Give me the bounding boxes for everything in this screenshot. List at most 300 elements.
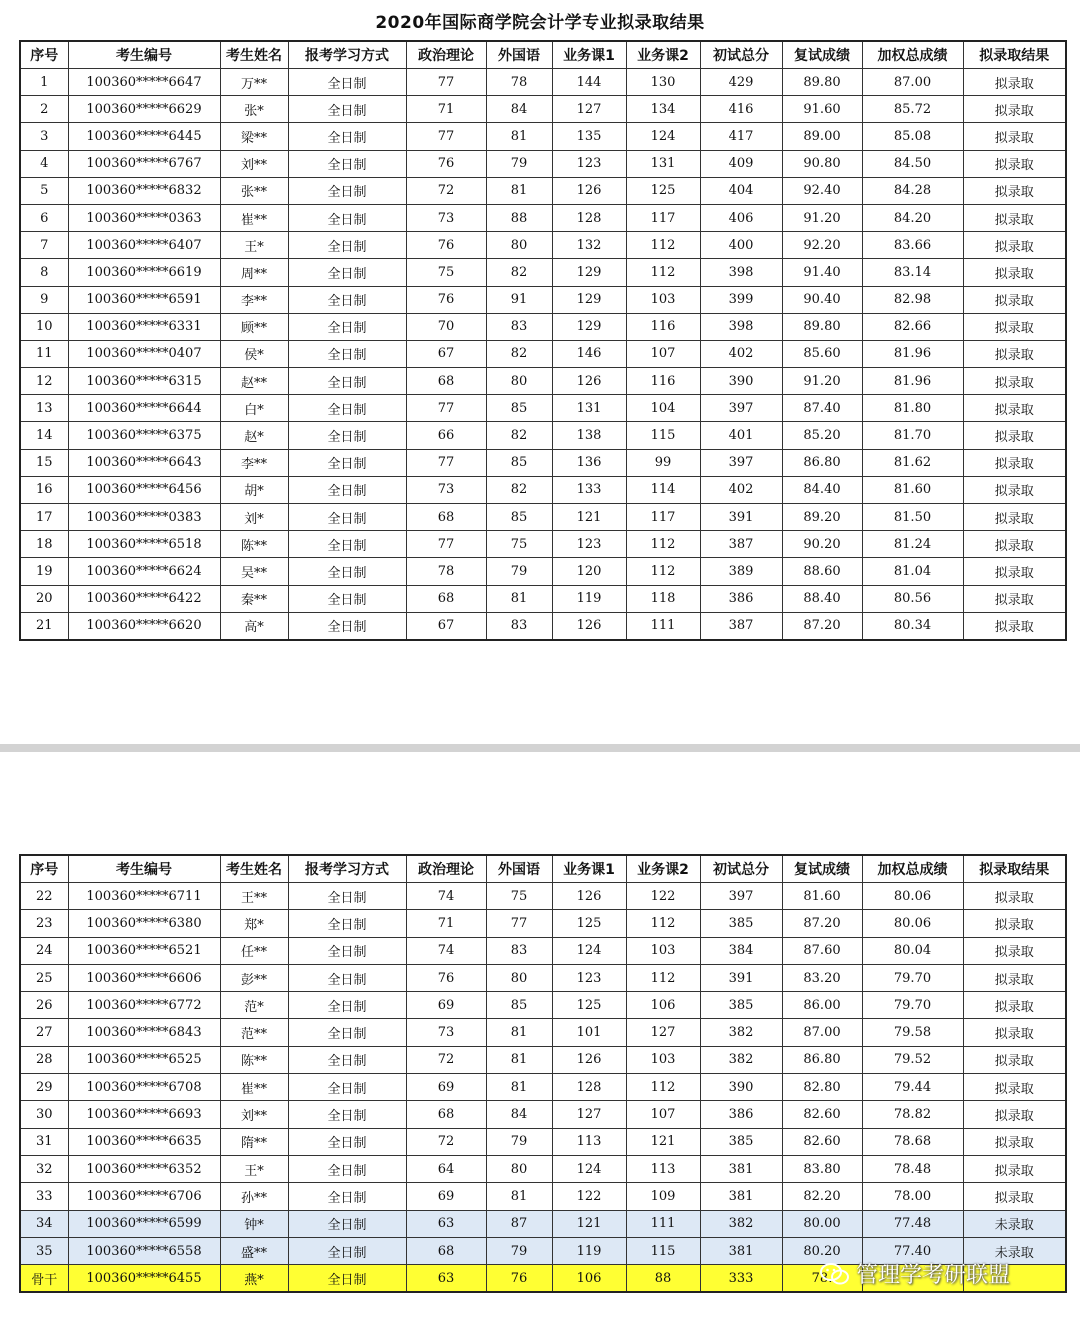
table-cell: 100360*****6708: [68, 1074, 220, 1101]
table-row: [20, 286, 1066, 313]
table-cell: 81.04: [862, 558, 963, 585]
table-cell: 未录取: [963, 1210, 1066, 1237]
table-cell: 5: [20, 177, 68, 204]
table-cell: 15: [20, 449, 68, 476]
table-cell: 116: [626, 313, 700, 340]
table-cell: 417: [700, 123, 782, 150]
table-cell: 全日制: [288, 612, 406, 640]
table-cell: 85: [486, 449, 552, 476]
table-cell: 400: [700, 232, 782, 259]
table-cell: 76: [406, 150, 486, 177]
table-cell: 全日制: [288, 1019, 406, 1046]
table-row: [20, 69, 1066, 96]
table-cell: 张*: [220, 96, 288, 123]
table-cell: 385: [700, 1128, 782, 1155]
column-header: 复试成绩: [782, 41, 862, 69]
column-header: 报考学习方式: [288, 855, 406, 883]
table-cell: 112: [626, 232, 700, 259]
table-cell: 100360*****0363: [68, 204, 220, 231]
table-cell: 16: [20, 476, 68, 503]
table-cell: 全日制: [288, 1183, 406, 1210]
table-cell: 397: [700, 883, 782, 910]
table-row: [20, 1265, 1066, 1293]
table-cell: 114: [626, 476, 700, 503]
table-cell: 83.20: [782, 964, 862, 991]
table-cell: 76: [406, 286, 486, 313]
table-cell: 100360*****6619: [68, 259, 220, 286]
table-cell: 126: [552, 368, 626, 395]
table-cell: 拟录取: [963, 150, 1066, 177]
table-cell: 21: [20, 612, 68, 640]
table-cell: 381: [700, 1183, 782, 1210]
table-cell: 80.04: [862, 937, 963, 964]
table-cell: 116: [626, 368, 700, 395]
table-cell: 赵*: [220, 422, 288, 449]
table-cell: 100360*****6380: [68, 910, 220, 937]
table-cell: 92.20: [782, 232, 862, 259]
table-cell: 12: [20, 368, 68, 395]
table-cell: 81: [486, 123, 552, 150]
table-cell: 100360*****6624: [68, 558, 220, 585]
table-cell: 100360*****6315: [68, 368, 220, 395]
table-cell: 121: [626, 1128, 700, 1155]
table-cell: 103: [626, 286, 700, 313]
table-cell: 100360*****6644: [68, 395, 220, 422]
table-cell: 78: [406, 558, 486, 585]
table-cell: 80.06: [862, 910, 963, 937]
table-cell: 122: [626, 883, 700, 910]
table-cell: 112: [626, 259, 700, 286]
table-cell: 381: [700, 1155, 782, 1182]
table-cell: 73: [406, 476, 486, 503]
table-cell: 拟录取: [963, 531, 1066, 558]
table-cell: 68: [406, 504, 486, 531]
table-cell: 82: [486, 259, 552, 286]
table-row: [20, 612, 1066, 640]
table-cell: 82.60: [782, 1101, 862, 1128]
table-cell: 全日制: [288, 1074, 406, 1101]
table-cell: 73: [406, 204, 486, 231]
column-header: 外国语: [486, 41, 552, 69]
table-cell: 100360*****0407: [68, 340, 220, 367]
table-row: [20, 1101, 1066, 1128]
table-cell: 64: [406, 1155, 486, 1182]
table-cell: 81.80: [862, 395, 963, 422]
table-cell: 拟录取: [963, 1046, 1066, 1073]
table-cell: 79.58: [862, 1019, 963, 1046]
table-cell: 112: [626, 964, 700, 991]
table-cell: 91.20: [782, 368, 862, 395]
table-cell: 89.20: [782, 504, 862, 531]
table-cell: 17: [20, 504, 68, 531]
table-cell: 孙**: [220, 1183, 288, 1210]
table-cell: 100360*****6352: [68, 1155, 220, 1182]
column-header: 报考学习方式: [288, 41, 406, 69]
table-cell: 397: [700, 395, 782, 422]
table-cell: 69: [406, 1074, 486, 1101]
table-cell: 71: [406, 910, 486, 937]
table-cell: 全日制: [288, 883, 406, 910]
table-cell: 68: [406, 368, 486, 395]
page-break-divider: [0, 744, 1080, 752]
table-cell: 84.20: [862, 204, 963, 231]
table-cell: 128: [552, 1074, 626, 1101]
table-cell: 100360*****6518: [68, 531, 220, 558]
table-cell: 391: [700, 964, 782, 991]
column-header: 拟录取结果: [963, 855, 1066, 883]
table-cell: 87.60: [782, 937, 862, 964]
table-cell: 王**: [220, 883, 288, 910]
table-cell: 79.70: [862, 964, 963, 991]
table-cell: 91.40: [782, 259, 862, 286]
table-cell: 88: [626, 1265, 700, 1293]
table-cell: 拟录取: [963, 883, 1066, 910]
table-cell: 70: [406, 313, 486, 340]
table-cell: 91.20: [782, 204, 862, 231]
table-cell: 76: [486, 1265, 552, 1293]
table-cell: 404: [700, 177, 782, 204]
table-cell: 82.66: [862, 313, 963, 340]
table-cell: 138: [552, 422, 626, 449]
table-cell: 全日制: [288, 286, 406, 313]
column-header: 业务课2: [626, 855, 700, 883]
table-cell: 彭**: [220, 964, 288, 991]
table-cell: 77: [406, 531, 486, 558]
table-cell: 79.70: [862, 992, 963, 1019]
table-cell: 82.98: [862, 286, 963, 313]
table-cell: 张**: [220, 177, 288, 204]
table-row: [20, 259, 1066, 286]
table-cell: 83: [486, 937, 552, 964]
table-cell: 81: [486, 585, 552, 612]
table-cell: 13: [20, 395, 68, 422]
table-cell: 3: [20, 123, 68, 150]
table-cell: 拟录取: [963, 558, 1066, 585]
table-cell: 盛**: [220, 1237, 288, 1264]
table-cell: 100360*****6606: [68, 964, 220, 991]
table-cell: 100360*****6599: [68, 1210, 220, 1237]
table-cell: 90.20: [782, 531, 862, 558]
table-cell: 拟录取: [963, 964, 1066, 991]
table-cell: 拟录取: [963, 204, 1066, 231]
table-cell: 81: [486, 1074, 552, 1101]
table-cell: 周**: [220, 259, 288, 286]
table-cell: 406: [700, 204, 782, 231]
table-cell: 63: [406, 1265, 486, 1293]
table-cell: 84.28: [862, 177, 963, 204]
table-cell: 33: [20, 1183, 68, 1210]
table-cell: 100360*****6422: [68, 585, 220, 612]
table-cell: 77: [406, 123, 486, 150]
table-cell: 100360*****6591: [68, 286, 220, 313]
table-cell: 7: [20, 232, 68, 259]
column-header: 拟录取结果: [963, 41, 1066, 69]
table-cell: 31: [20, 1128, 68, 1155]
table-cell: 80.06: [862, 883, 963, 910]
table-cell: 85.72: [862, 96, 963, 123]
table-cell: 拟录取: [963, 232, 1066, 259]
table-cell: 22: [20, 883, 68, 910]
table-cell: 382: [700, 1210, 782, 1237]
column-header: 业务课2: [626, 41, 700, 69]
table-cell: 顾**: [220, 313, 288, 340]
table-cell: 69: [406, 992, 486, 1019]
table-cell: 100360*****0383: [68, 504, 220, 531]
table-cell: 81: [486, 177, 552, 204]
table-cell: 80: [486, 1155, 552, 1182]
table-row: [20, 232, 1066, 259]
table-cell: 387: [700, 612, 782, 640]
table-cell: 398: [700, 313, 782, 340]
table-cell: 144: [552, 69, 626, 96]
table-cell: 30: [20, 1101, 68, 1128]
table-cell: 全日制: [288, 1237, 406, 1264]
table-row: [20, 476, 1066, 503]
table-cell: 397: [700, 449, 782, 476]
table-cell: 100360*****6711: [68, 883, 220, 910]
table-cell: 未录取: [963, 1237, 1066, 1264]
table-cell: 拟录取: [963, 340, 1066, 367]
table-row: [20, 1237, 1066, 1264]
table-cell: 85: [486, 504, 552, 531]
table-cell: 81.60: [782, 883, 862, 910]
table-cell: 79: [486, 558, 552, 585]
table-cell: 83.14: [862, 259, 963, 286]
table-cell: 385: [700, 910, 782, 937]
column-header: 初试总分: [700, 855, 782, 883]
table-cell: 409: [700, 150, 782, 177]
table-row: [20, 883, 1066, 910]
table-cell: 91.60: [782, 96, 862, 123]
table-cell: [862, 1265, 963, 1293]
table-cell: 79: [486, 1237, 552, 1264]
table-cell: 崔**: [220, 204, 288, 231]
table-row: [20, 964, 1066, 991]
table-cell: 20: [20, 585, 68, 612]
table-cell: 117: [626, 204, 700, 231]
table-cell: 85.08: [862, 123, 963, 150]
table-row: [20, 1128, 1066, 1155]
table-cell: 67: [406, 612, 486, 640]
table-cell: 74: [406, 937, 486, 964]
table-cell: 121: [552, 504, 626, 531]
table-cell: 129: [552, 286, 626, 313]
table-cell: 119: [552, 585, 626, 612]
table-cell: 115: [626, 1237, 700, 1264]
table-cell: 387: [700, 531, 782, 558]
table-cell: 14: [20, 422, 68, 449]
table-cell: 拟录取: [963, 313, 1066, 340]
table-cell: 81: [486, 1046, 552, 1073]
table-cell: 398: [700, 259, 782, 286]
table-cell: 125: [552, 992, 626, 1019]
table-cell: 72: [406, 1128, 486, 1155]
table-row: [20, 558, 1066, 585]
table-cell: 全日制: [288, 368, 406, 395]
table-cell: 81.70: [862, 422, 963, 449]
table-cell: 389: [700, 558, 782, 585]
table-cell: 86.80: [782, 449, 862, 476]
table-cell: 81.62: [862, 449, 963, 476]
table-cell: 83: [486, 313, 552, 340]
table-cell: 333: [700, 1265, 782, 1293]
table-cell: 129: [552, 259, 626, 286]
column-header: 政治理论: [406, 855, 486, 883]
table-cell: 拟录取: [963, 123, 1066, 150]
table-cell: 100360*****6525: [68, 1046, 220, 1073]
table-cell: 106: [552, 1265, 626, 1293]
table-cell: 73: [406, 1019, 486, 1046]
table-cell: 78.48: [862, 1155, 963, 1182]
table-cell: 范*: [220, 992, 288, 1019]
table-cell: 拟录取: [963, 992, 1066, 1019]
table-cell: 118: [626, 585, 700, 612]
table-cell: 81.60: [862, 476, 963, 503]
table-cell: 146: [552, 340, 626, 367]
table-cell: 130: [626, 69, 700, 96]
table-cell: 100360*****6445: [68, 123, 220, 150]
table-cell: 拟录取: [963, 69, 1066, 96]
table-cell: 赵**: [220, 368, 288, 395]
table-cell: 范**: [220, 1019, 288, 1046]
column-header: 外国语: [486, 855, 552, 883]
table-cell: 全日制: [288, 1210, 406, 1237]
table-cell: 全日制: [288, 558, 406, 585]
table-cell: 李**: [220, 286, 288, 313]
table-cell: 82: [486, 422, 552, 449]
table-cell: 100360*****6407: [68, 232, 220, 259]
table-cell: 侯*: [220, 340, 288, 367]
table-cell: 68: [406, 1101, 486, 1128]
table-cell: 83.80: [782, 1155, 862, 1182]
table-cell: 127: [552, 1101, 626, 1128]
results-table-part-1: [19, 40, 1067, 641]
table-cell: 88.60: [782, 558, 862, 585]
table-cell: 全日制: [288, 1265, 406, 1293]
table-cell: 王*: [220, 232, 288, 259]
table-cell: 拟录取: [963, 476, 1066, 503]
table-cell: 86.00: [782, 992, 862, 1019]
table-cell: 84.50: [862, 150, 963, 177]
table-cell: 67: [406, 340, 486, 367]
table-cell: 100360*****6521: [68, 937, 220, 964]
table-cell: 拟录取: [963, 1128, 1066, 1155]
table-cell: 100360*****6455: [68, 1265, 220, 1293]
table-cell: 125: [552, 910, 626, 937]
table-cell: 77: [486, 910, 552, 937]
table-cell: 19: [20, 558, 68, 585]
table-cell: 78.00: [862, 1183, 963, 1210]
table-cell: 钟*: [220, 1210, 288, 1237]
column-header: 考生编号: [68, 41, 220, 69]
table-cell: 77.40: [862, 1237, 963, 1264]
table-cell: 燕*: [220, 1265, 288, 1293]
table-cell: 100360*****6767: [68, 150, 220, 177]
table-row: [20, 177, 1066, 204]
table-cell: 100360*****6558: [68, 1237, 220, 1264]
table-cell: 全日制: [288, 504, 406, 531]
table-cell: 拟录取: [963, 585, 1066, 612]
table-cell: 全日制: [288, 340, 406, 367]
table-cell: 高*: [220, 612, 288, 640]
table-cell: 刘**: [220, 1101, 288, 1128]
table-cell: 111: [626, 1210, 700, 1237]
table-cell: 77: [406, 395, 486, 422]
table-cell: 136: [552, 449, 626, 476]
table-cell: 80: [486, 368, 552, 395]
table-cell: 全日制: [288, 449, 406, 476]
table-cell: 78.: [782, 1265, 862, 1293]
table-cell: 87.20: [782, 910, 862, 937]
table-cell: 77: [406, 69, 486, 96]
table-cell: 82.80: [782, 1074, 862, 1101]
table-cell: 拟录取: [963, 1019, 1066, 1046]
table-cell: 124: [552, 1155, 626, 1182]
table-cell: 6: [20, 204, 68, 231]
table-cell: 80: [486, 232, 552, 259]
table-cell: 131: [552, 395, 626, 422]
table-cell: 拟录取: [963, 1074, 1066, 1101]
table-cell: 87.00: [782, 1019, 862, 1046]
table-cell: 100360*****6647: [68, 69, 220, 96]
table-cell: 384: [700, 937, 782, 964]
table-cell: 拟录取: [963, 286, 1066, 313]
table-header-row: [20, 855, 1066, 883]
column-header: 考生姓名: [220, 41, 288, 69]
table-row: [20, 150, 1066, 177]
column-header: 加权总成绩: [862, 855, 963, 883]
table-cell: 90.80: [782, 150, 862, 177]
table-row: [20, 585, 1066, 612]
table-cell: 11: [20, 340, 68, 367]
table-cell: 66: [406, 422, 486, 449]
column-header: 考生编号: [68, 855, 220, 883]
table-cell: 429: [700, 69, 782, 96]
table-cell: 89.00: [782, 123, 862, 150]
table-cell: 梁**: [220, 123, 288, 150]
table-cell: 385: [700, 992, 782, 1019]
table-cell: 390: [700, 368, 782, 395]
table-cell: 全日制: [288, 1046, 406, 1073]
column-header: 初试总分: [700, 41, 782, 69]
table-cell: 2: [20, 96, 68, 123]
table-cell: 18: [20, 531, 68, 558]
table-row: [20, 313, 1066, 340]
table-cell: 80.56: [862, 585, 963, 612]
table-row: [20, 1210, 1066, 1237]
table-cell: 76: [406, 964, 486, 991]
table-cell: 87.00: [862, 69, 963, 96]
table-cell: 全日制: [288, 1128, 406, 1155]
table-cell: 100360*****6832: [68, 177, 220, 204]
table-cell: 34: [20, 1210, 68, 1237]
table-cell: 81.96: [862, 368, 963, 395]
table-row: [20, 123, 1066, 150]
table-cell: 113: [552, 1128, 626, 1155]
table-row: [20, 937, 1066, 964]
table-cell: 79: [486, 150, 552, 177]
table-cell: 69: [406, 1183, 486, 1210]
table-cell: 391: [700, 504, 782, 531]
table-cell: 100360*****6635: [68, 1128, 220, 1155]
table-row: [20, 992, 1066, 1019]
column-header: 考生姓名: [220, 855, 288, 883]
table-cell: 91: [486, 286, 552, 313]
column-header: 业务课1: [552, 41, 626, 69]
table-cell: 84: [486, 96, 552, 123]
table-cell: 107: [626, 1101, 700, 1128]
table-cell: 125: [626, 177, 700, 204]
